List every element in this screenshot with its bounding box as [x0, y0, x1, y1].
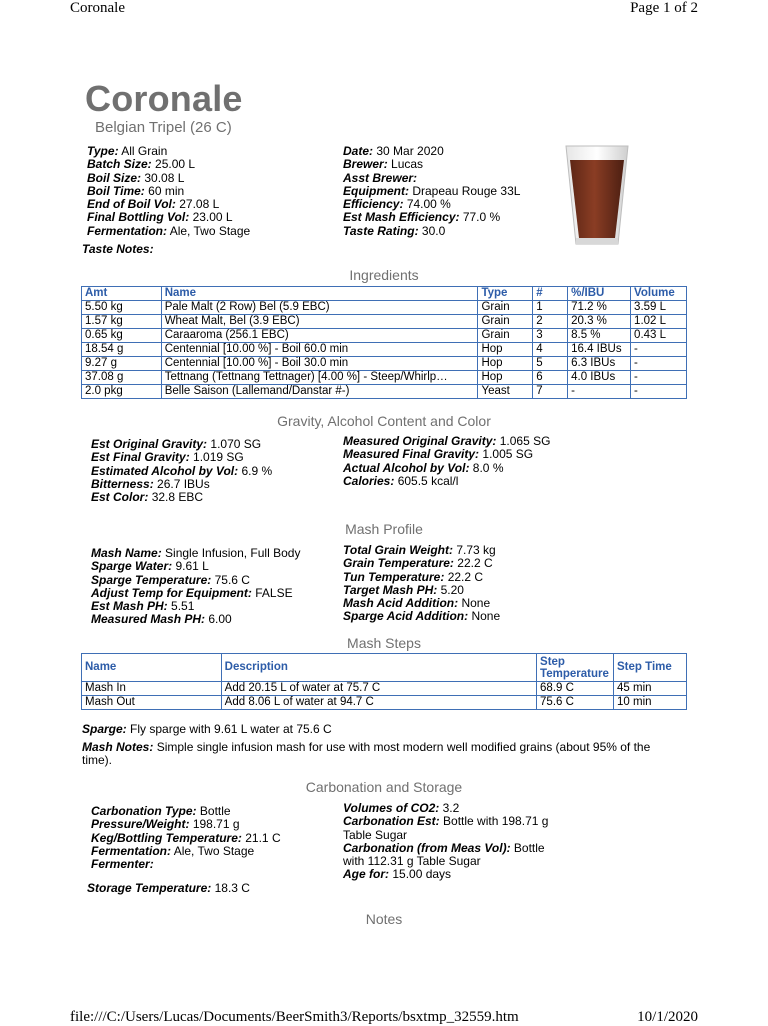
- table-row: [82, 315, 687, 329]
- table-row: [82, 357, 687, 371]
- column-header: #: [533, 287, 568, 301]
- table-cell: 8.5 %: [568, 329, 631, 343]
- column-header: Step Time: [614, 654, 687, 682]
- info-row: Tun Temperature: 22.2 C: [343, 569, 484, 584]
- table-cell: 3: [533, 329, 568, 343]
- table-cell: Caraaroma (256.1 EBC): [161, 329, 478, 343]
- table-row: [82, 343, 687, 357]
- info-row: Sparge Temperature: 75.6 C: [91, 572, 250, 587]
- table-cell: Hop: [478, 357, 533, 371]
- info-row: Bitterness: 26.7 IBUs: [91, 476, 210, 491]
- recipe-info-left: [87, 145, 250, 238]
- table-cell: 9.27 g: [82, 357, 162, 371]
- mash-notes: Mash Notes: Simple single infusion mash for use with most modern well modified grains (about 95% of the time).: [82, 740, 651, 768]
- info-row: Asst Brewer:: [343, 170, 418, 185]
- table-cell: 18.54 g: [82, 343, 162, 357]
- notes-heading: Notes: [365, 911, 403, 927]
- table-cell: 3.59 L: [631, 301, 687, 315]
- column-header: %/IBU: [568, 287, 631, 301]
- table-cell: -: [631, 385, 687, 399]
- info-row: Age for: 15.00 days: [343, 867, 452, 882]
- table-cell: 20.3 %: [568, 315, 631, 329]
- table-cell: Grain: [478, 301, 533, 315]
- table-row: [82, 329, 687, 343]
- info-row: Carbonation (from Meas Vol): Bottle with 112.31 g Table Sugar: [343, 840, 545, 869]
- carbonation-left: [91, 805, 281, 871]
- info-row: Measured Final Gravity: 1.005 SG: [343, 447, 534, 462]
- table-cell: 7: [533, 385, 568, 399]
- info-row: Pressure/Weight: 198.71 g: [91, 817, 240, 832]
- table-cell: Belle Saison (Lallemand/Danstar #-): [161, 385, 478, 399]
- info-row: Actual Alcohol by Vol: 8.0 %: [343, 460, 504, 475]
- table-cell: 5: [533, 357, 568, 371]
- table-cell: Grain: [478, 329, 533, 343]
- table-header-row: [82, 287, 687, 301]
- info-row: Measured Mash PH: 6.00: [91, 612, 232, 627]
- sparge-note: Sparge: Fly sparge with 9.61 L water at 75.6 C: [82, 722, 332, 736]
- table-cell: 1: [533, 301, 568, 315]
- table-cell: Yeast: [478, 385, 533, 399]
- table-cell: 6: [533, 371, 568, 385]
- table-cell: 75.6 C: [537, 696, 614, 710]
- table-cell: Pale Malt (2 Row) Bel (5.9 EBC): [161, 301, 478, 315]
- info-row: Efficiency: 74.00 %: [343, 197, 451, 212]
- info-row: Measured Original Gravity: 1.065 SG: [343, 434, 551, 448]
- info-row: Fermentation: Ale, Two Stage: [91, 843, 255, 858]
- info-row: Equipment: Drapeau Rouge 33L: [343, 183, 521, 198]
- table-cell: 10 min: [614, 696, 687, 710]
- column-header: Amt: [82, 287, 162, 301]
- info-row: Boil Size: 30.08 L: [87, 170, 185, 185]
- info-row: Final Bottling Vol: 23.00 L: [87, 210, 233, 225]
- table-cell: 16.4 IBUs: [568, 343, 631, 357]
- info-row: Total Grain Weight: 7.73 kg: [343, 543, 496, 557]
- table-cell: -: [631, 357, 687, 371]
- table-cell: Add 8.06 L of water at 94.7 C: [221, 696, 536, 710]
- table-row: [82, 371, 687, 385]
- print-footer-path: file:///C:/Users/Lucas/Documents/BeerSmith3/Reports/bsxtmp_32559.htm: [70, 1009, 519, 1025]
- table-cell: 0.65 kg: [82, 329, 162, 343]
- table-cell: Mash In: [82, 682, 222, 696]
- table-cell: Mash Out: [82, 696, 222, 710]
- print-header-title: Coronale: [70, 0, 125, 16]
- gravity-measured: [343, 435, 550, 488]
- info-row: End of Boil Vol: 27.08 L: [87, 197, 220, 212]
- info-row: Type: All Grain: [87, 144, 168, 158]
- table-row: [82, 301, 687, 315]
- table-cell: 1.02 L: [631, 315, 687, 329]
- print-footer-date: 10/1/2020: [637, 1009, 698, 1025]
- info-row: Estimated Alcohol by Vol: 6.9 %: [91, 463, 273, 478]
- mash-profile-heading: Mash Profile: [345, 521, 423, 537]
- table-cell: 45 min: [614, 682, 687, 696]
- table-row: [82, 696, 687, 710]
- info-row: Target Mash PH: 5.20: [343, 582, 464, 597]
- info-row: Est Original Gravity: 1.070 SG: [91, 437, 262, 451]
- info-row: Est Final Gravity: 1.019 SG: [91, 450, 244, 465]
- table-cell: 37.08 g: [82, 371, 162, 385]
- info-row: Taste Rating: 30.0: [343, 223, 446, 238]
- info-row: Mash Name: Single Infusion, Full Body: [91, 546, 301, 560]
- table-row: [82, 682, 687, 696]
- info-row: Mash Acid Addition: None: [343, 596, 491, 611]
- info-row: Adjust Temp for Equipment: FALSE: [91, 585, 293, 600]
- info-row: Est Color: 32.8 EBC: [91, 490, 204, 505]
- ingredients-heading: Ingredients: [349, 267, 419, 283]
- info-row: Est Mash PH: 5.51: [91, 599, 195, 614]
- print-header-page: Page 1 of 2: [630, 0, 698, 16]
- table-cell: 68.9 C: [537, 682, 614, 696]
- table-cell: Grain: [478, 315, 533, 329]
- table-cell: Hop: [478, 371, 533, 385]
- table-cell: 2: [533, 315, 568, 329]
- taste-notes: Taste Notes:: [82, 242, 154, 256]
- table-cell: 2.0 pkg: [82, 385, 162, 399]
- column-header: Name: [161, 287, 478, 301]
- mash-steps-table: [81, 653, 687, 710]
- beer-glass-icon: [562, 144, 632, 248]
- info-row: Fermenter:: [91, 857, 154, 872]
- storage-temperature: Storage Temperature: 18.3 C: [87, 881, 250, 895]
- mash-profile-right: [343, 544, 500, 624]
- info-row: Sparge Acid Addition: None: [343, 609, 501, 624]
- column-header: Volume: [631, 287, 687, 301]
- mash-steps-heading: Mash Steps: [347, 635, 421, 651]
- recipe-info-right: [343, 145, 520, 238]
- column-header: Description: [221, 654, 536, 682]
- info-row: Volumes of CO2: 3.2: [343, 801, 460, 815]
- table-cell: 0.43 L: [631, 329, 687, 343]
- table-cell: Centennial [10.00 %] - Boil 60.0 min: [161, 343, 478, 357]
- info-row: Keg/Bottling Temperature: 21.1 C: [91, 830, 281, 845]
- column-header: Name: [82, 654, 222, 682]
- info-row: Date: 30 Mar 2020: [343, 144, 444, 158]
- info-row: Boil Time: 60 min: [87, 183, 185, 198]
- info-row: Carbonation Type: Bottle: [91, 804, 231, 818]
- table-cell: Centennial [10.00 %] - Boil 30.0 min: [161, 357, 478, 371]
- info-row: Calories: 605.5 kcal/l: [343, 473, 459, 488]
- table-cell: Wheat Malt, Bel (3.9 EBC): [161, 315, 478, 329]
- info-row: Brewer: Lucas: [343, 157, 424, 172]
- info-row: Batch Size: 25.00 L: [87, 157, 196, 172]
- table-header-row: [82, 654, 687, 682]
- table-cell: -: [631, 343, 687, 357]
- table-cell: Tettnang (Tettnang Tettnager) [4.00 %] - Steep/Whirlp…: [161, 371, 478, 385]
- table-cell: 1.57 kg: [82, 315, 162, 329]
- recipe-style: Belgian Tripel (26 C): [95, 119, 232, 136]
- info-row: Fermentation: Ale, Two Stage: [87, 223, 251, 238]
- table-cell: 5.50 kg: [82, 301, 162, 315]
- table-cell: -: [631, 371, 687, 385]
- table-row: [82, 385, 687, 399]
- table-cell: Add 20.15 L of water at 75.7 C: [221, 682, 536, 696]
- info-row: Carbonation Est: Bottle with 198.71 g Table Sugar: [343, 814, 549, 842]
- table-cell: -: [568, 385, 631, 399]
- table-cell: Hop: [478, 343, 533, 357]
- carbonation-right: [343, 802, 563, 882]
- column-header: Step Temperature: [537, 654, 614, 682]
- table-cell: 71.2 %: [568, 301, 631, 315]
- info-row: Grain Temperature: 22.2 C: [343, 556, 493, 571]
- info-row: Est Mash Efficiency: 77.0 %: [343, 210, 501, 225]
- mash-profile-left: [91, 547, 300, 627]
- table-cell: 6.3 IBUs: [568, 357, 631, 371]
- recipe-title: Coronale: [85, 78, 243, 119]
- info-row: Sparge Water: 9.61 L: [91, 559, 209, 574]
- table-cell: 4.0 IBUs: [568, 371, 631, 385]
- carbonation-heading: Carbonation and Storage: [305, 779, 463, 795]
- table-cell: 4: [533, 343, 568, 357]
- ingredients-table: [81, 286, 687, 399]
- column-header: Type: [478, 287, 533, 301]
- gravity-estimates: [91, 438, 272, 504]
- gravity-heading: Gravity, Alcohol Content and Color: [277, 413, 491, 429]
